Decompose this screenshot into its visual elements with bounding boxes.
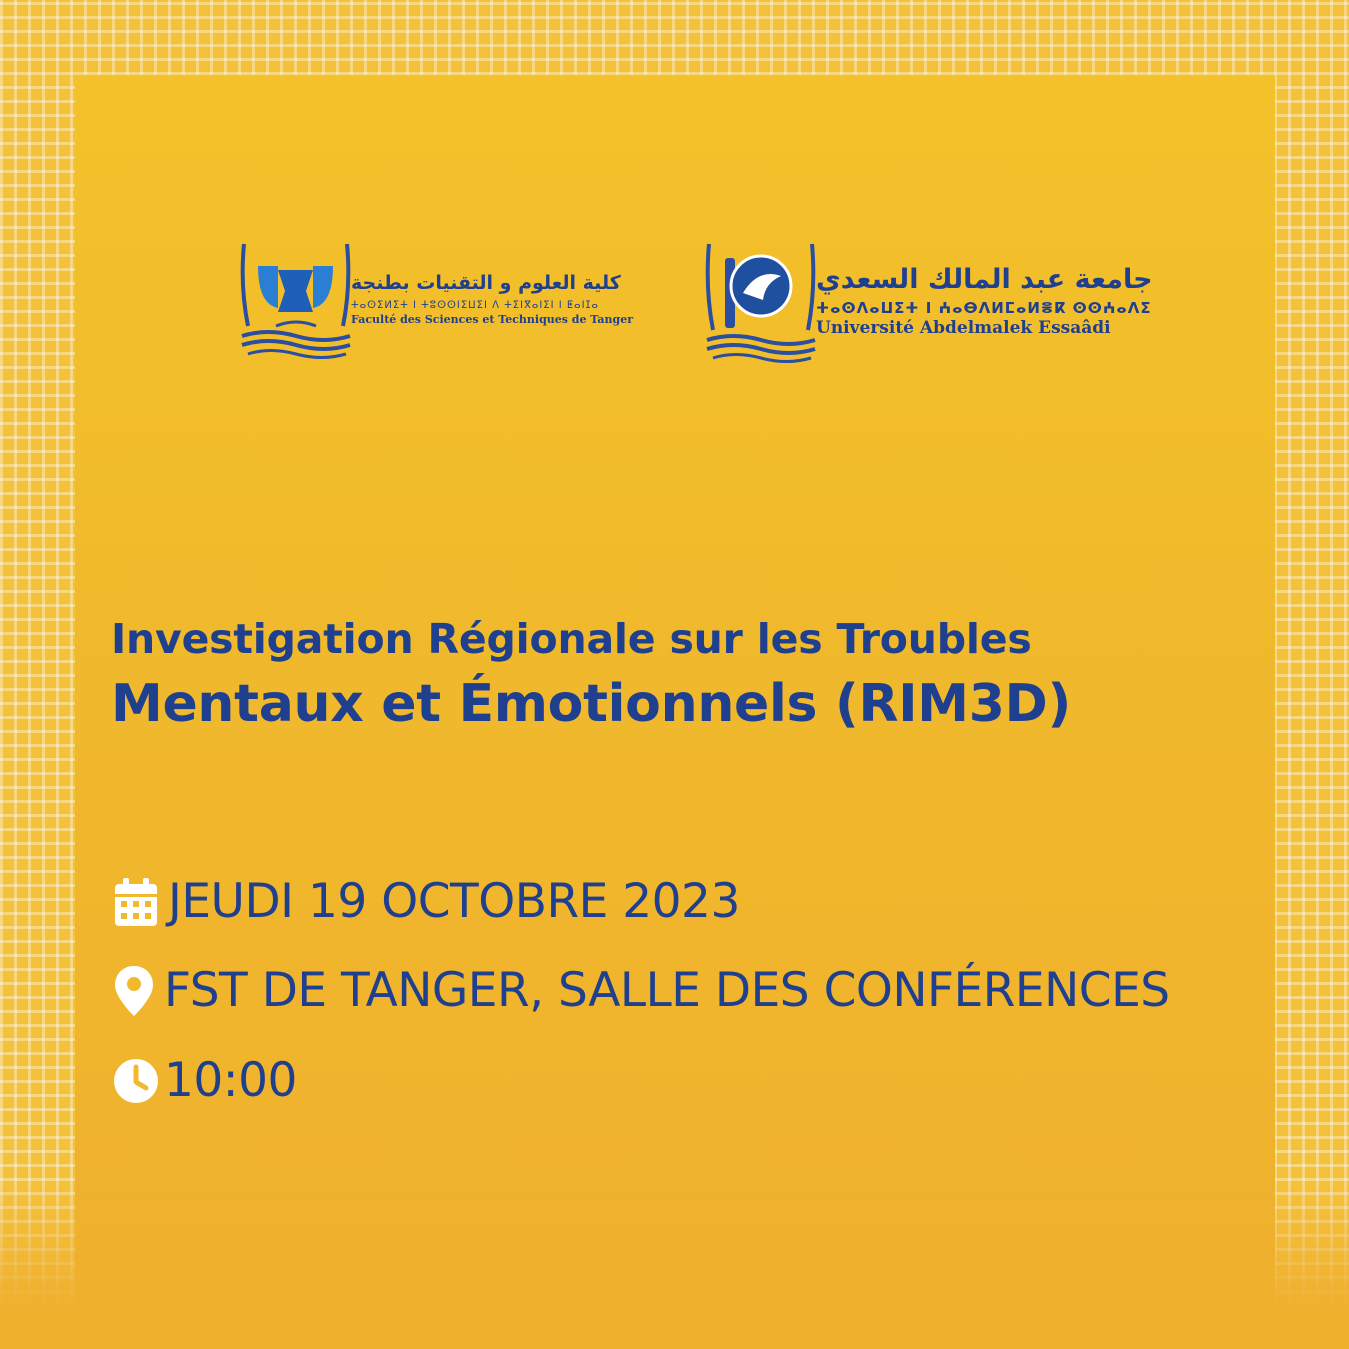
fst-french-name: Faculté des Sciences et Techniques de Tanger <box>351 312 634 326</box>
fst-logo <box>238 236 633 361</box>
event-place-row <box>112 963 1170 1018</box>
uae-emblem-icon <box>703 238 818 363</box>
event-title-line-2: Mentaux et Émotionnels (RIM3D) <box>111 674 1071 734</box>
event-time: 10:00 <box>164 1053 297 1108</box>
map-pin-icon <box>112 964 156 1018</box>
bottom-fade <box>0 1180 1349 1349</box>
event-title <box>111 610 1261 740</box>
event-place: FST DE TANGER, SALLE DES CONFÉRENCES <box>164 963 1170 1018</box>
fst-emblem-icon <box>238 236 353 361</box>
calendar-icon <box>112 876 160 928</box>
uae-logo <box>703 238 1153 363</box>
event-date-row <box>112 874 740 929</box>
uae-arabic-name: جامعة عبد المالك السعدي <box>816 263 1153 295</box>
event-time-row <box>112 1053 297 1108</box>
uae-french-name: Université Abdelmalek Essaâdi <box>816 317 1111 338</box>
event-title-line-1: Investigation Régionale sur les Troubles <box>111 615 1032 663</box>
fst-tifinagh-name: ⵜⴰⵙⵉⵍⵉⵜ ⵏ ⵜⵓⵙⵙⵏⵉⵡⵉⵏ ⴷ ⵜⵉⵏⴳⴰⵏⵉⵏ ⵏ ⵟⴰⵏⵊⴰ <box>351 299 600 311</box>
uae-logo-text <box>816 264 1153 338</box>
uae-tifinagh-name: ⵜⴰⵙⴷⴰⵡⵉⵜ ⵏ ⵄⴰⴱⴷⵍⵎⴰⵍⴻⴽ ⵙⵙⵄⴰⴷⵉ <box>816 298 1152 317</box>
fst-arabic-name: كلية العلوم و التقنيات بطنجة <box>351 271 621 294</box>
event-date: JEUDI 19 OCTOBRE 2023 <box>168 874 740 929</box>
clock-icon <box>112 1057 160 1105</box>
fst-logo-text <box>351 272 633 326</box>
